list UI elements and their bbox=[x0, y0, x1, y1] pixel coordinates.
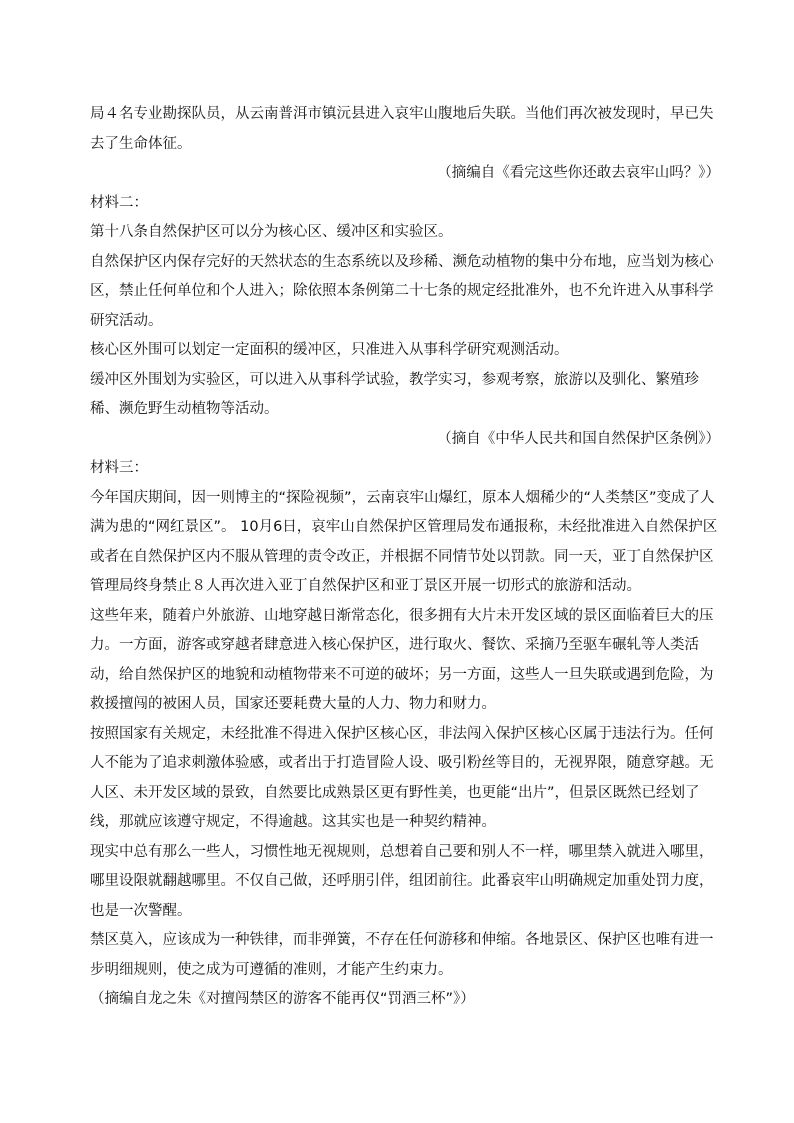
material3-paragraph: 按照国家有关规定，未经批准不得进入保护区核心区，非法闯入保护区核心区属于违法行为。任何人不能为了追求刺激体验感，或者出于打造冒险人设、吸引粉丝等目的，无视界限，随意穿越。无人区、未开发区域的景致，自然要比成熟景区更有野性美，也更能“出片”，但景区既然已经划了线，那就应该遵守规定，不得逾越。这其实也是一种契约精神。 bbox=[90, 725, 714, 830]
material2-source: （摘自《中华人民共和国自然保护区条例》） bbox=[437, 430, 720, 447]
material3-paragraph: 这些年来，随着户外旅游、山地穿越日渐常态化，很多拥有大片未开发区域的景区面临着巨大的压力。一方面，游客或穿越者肆意进入核心保护区，进行取火、餐饮、采摘乃至驱车碾轧等人类活动，给自然保护区的地貌和动植物带来不可逆的破坏；另一方面，这些人一旦失联或遇到危险，为救援擅闯的被困人员，国家还要耗费大量的人力、物力和财力。 bbox=[90, 607, 714, 712]
material3-heading: 材料三： bbox=[90, 460, 148, 476]
material1-tail-text: 局４名专业勘探队员，从云南普洱市镇沅县进入哀牢山腹地后失联。当他们再次被发现时，早已失去了生命体征。 bbox=[90, 106, 714, 152]
material3-paragraph: 禁区莫入，应该成为一种铁律，而非弹簧，不存在任何游移和伸缩。各地景区、保护区也唯有进一步明细规则，使之成为可遵循的准则，才能产生约束力。 bbox=[90, 932, 714, 978]
material2-paragraph: 核心区外围可以划定一定面积的缓冲区，只准进入从事科学研究观测活动。 bbox=[90, 342, 569, 358]
material3-paragraph: 今年国庆期间，因一则博主的“探险视频”，云南哀牢山爆红，原本人烟稀少的“人类禁区”变成了人满为患的“网红景区”。 10月6日，哀牢山自然保护区管理局发布通报称，未经批准进入自然保护区或者在自然保护区内不服从管理的责令改正，并根据不同情节处以罚款。同一天，亚丁自然保护区管理局终身禁止８人再次进入亚丁自然保护区和亚丁景区开展一切形式的旅游和活动。 bbox=[90, 489, 718, 594]
material3-paragraph: 现实中总有那么一些人，习惯性地无视规则，总想着自己要和别人不一样，哪里禁入就进入哪里，哪里设限就翻越哪里。不仅自己做，还呼朋引伴，组团前往。此番哀牢山明确规定加重处罚力度，也是一次警醒。 bbox=[90, 843, 714, 919]
document-page bbox=[90, 100, 720, 1015]
material2-paragraph: 缓冲区外围划为实验区，可以进入从事科学试验，教学实习，参观考察，旅游以及驯化、繁殖珍稀、濒危野生动植物等活动。 bbox=[90, 371, 699, 417]
material1-source: （摘编自《看完这些你还敢去哀牢山吗？》） bbox=[437, 165, 720, 181]
material2-paragraph: 自然保护区内保存完好的天然状态的生态系统以及珍稀、濒危动植物的集中分布地，应当划为核心区，禁止任何单位和个人进入；除依照本条例第二十七条的规定经批准外，也不允许进入从事科学研究活动。 bbox=[90, 253, 714, 329]
material2-paragraph: 第十八条自然保护区可以分为核心区、缓冲区和实验区。 bbox=[90, 224, 453, 240]
material2-heading: 材料二： bbox=[90, 194, 148, 211]
material3-source: （摘编自龙之朱《对擅闯禁区的游客不能再仅“罚酒三杯”》） bbox=[90, 991, 475, 1007]
